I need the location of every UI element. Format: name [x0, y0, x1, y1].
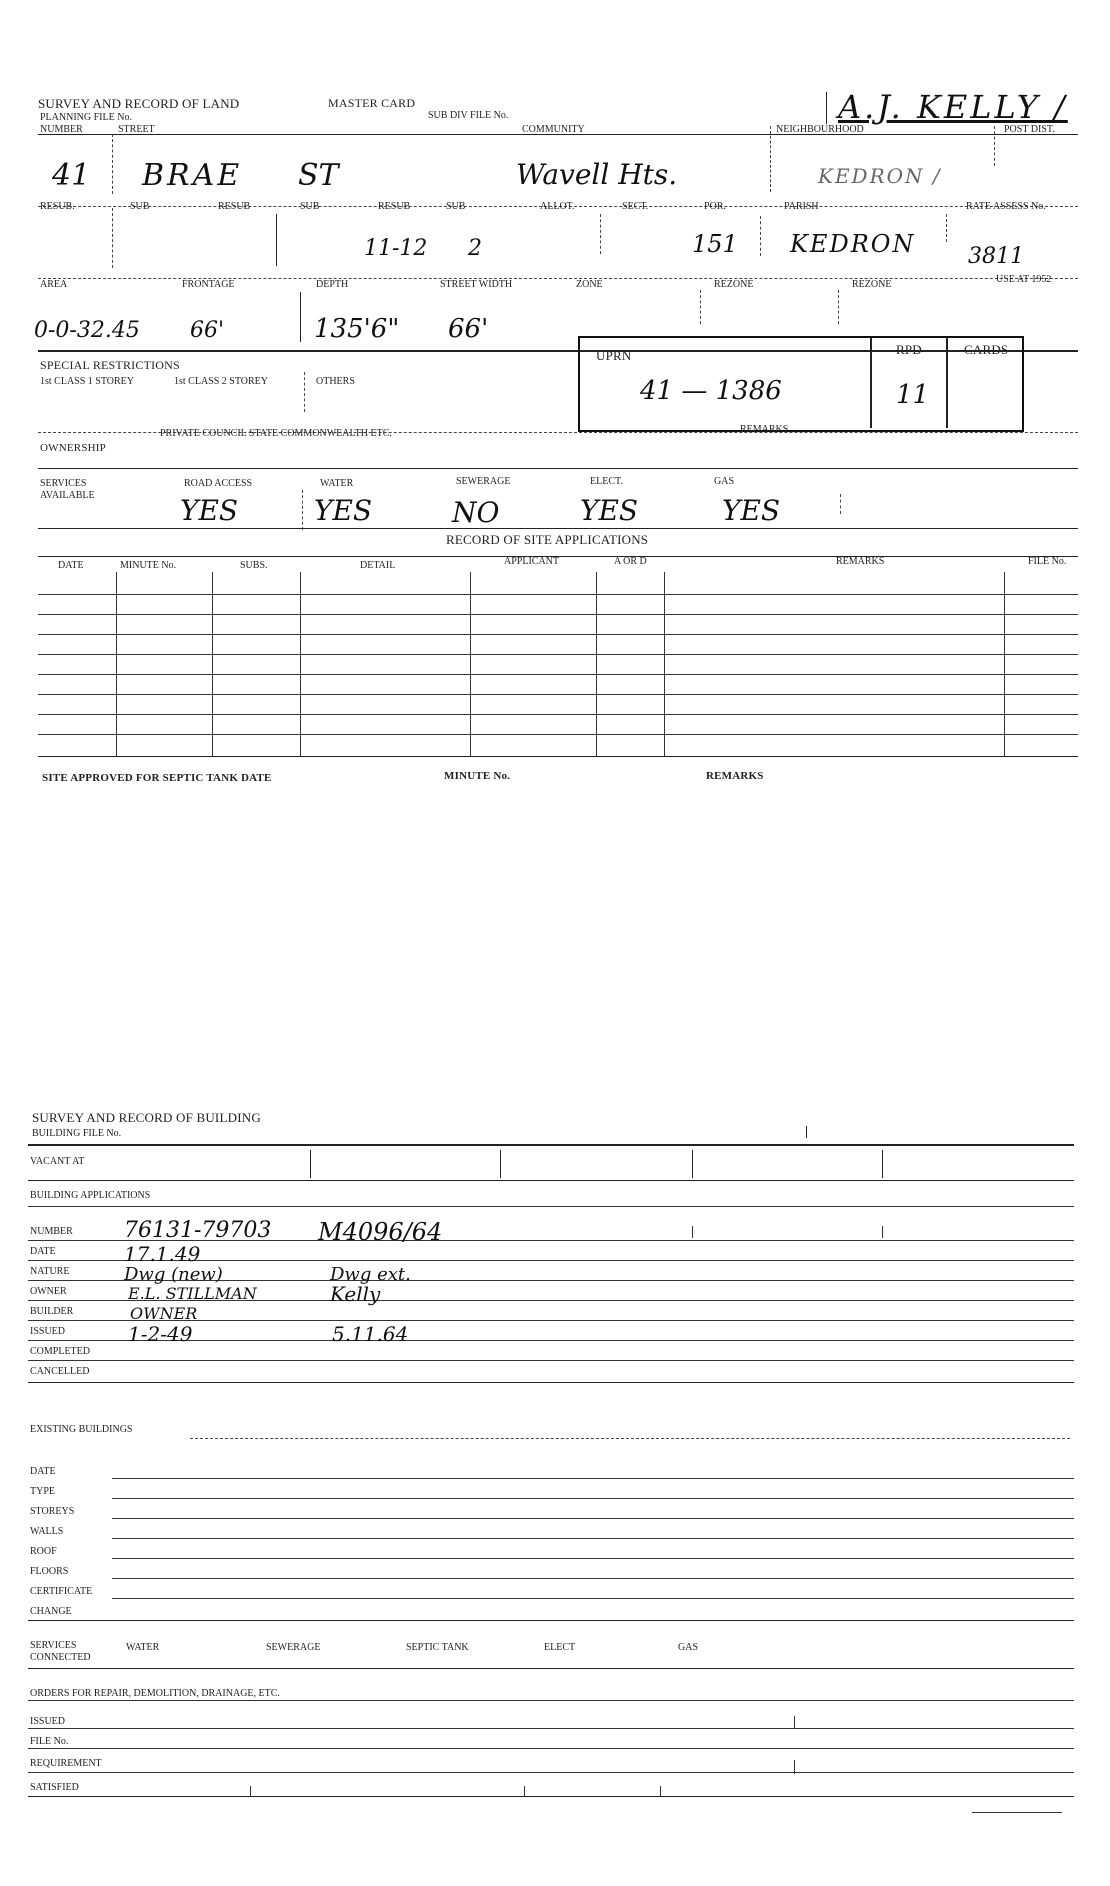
label-rezone-1: REZONE — [714, 279, 754, 290]
uprn-label: UPRN — [596, 348, 632, 363]
app-row-completed: COMPLETED — [30, 1346, 90, 1357]
label-sub-1: SUB — [130, 201, 150, 212]
orders-row-satisfied: SATISFIED — [30, 1782, 79, 1793]
label-post-dist: POST DIST. — [1004, 124, 1055, 135]
col-a-or-d: A OR D — [614, 556, 647, 567]
value-street-type: ST — [298, 158, 339, 193]
app-row-number: NUMBER — [30, 1226, 73, 1237]
planning-file-label: PLANNING FILE No. — [40, 112, 132, 123]
gas-value: YES — [722, 494, 781, 527]
label-rate-assess: RATE ASSESS No. — [966, 201, 1046, 212]
value-parish: KEDRON — [790, 230, 916, 258]
restriction-others: OTHERS — [316, 376, 355, 387]
label-resub-3: RESUB — [378, 201, 411, 212]
col-remarks: REMARKS — [836, 556, 885, 567]
ownership-label: OWNERSHIP — [40, 442, 106, 454]
restriction-class-2: 1st CLASS 2 STOREY — [174, 376, 269, 387]
label-rezone-2: REZONE — [852, 279, 892, 290]
app1-date: 17.1.49 — [124, 1242, 201, 1266]
app1-number: 76131-79703 — [124, 1218, 272, 1243]
app2-issued: 5.11.64 — [332, 1322, 409, 1346]
label-community: COMMUNITY — [522, 124, 585, 135]
value-street: BRAE — [142, 158, 243, 193]
services-connected-label-1: SERVICES — [30, 1640, 77, 1651]
sc-gas: GAS — [678, 1642, 699, 1653]
services-label-1: SERVICES — [40, 478, 87, 489]
value-community: Wavell Hts. — [516, 158, 678, 191]
label-resub-2: RESUB — [218, 201, 251, 212]
orders-row-requirement: REQUIREMENT — [30, 1758, 102, 1769]
label-depth: DEPTH — [316, 279, 349, 290]
owner-signature: A.J. KELLY / — [838, 88, 1068, 126]
app-row-date: DATE — [30, 1246, 56, 1257]
existing-row-date: DATE — [30, 1466, 56, 1477]
value-area: 0-0-32.45 — [34, 318, 140, 343]
app1-issued: 1-2-49 — [128, 1322, 193, 1346]
col-file-no: FILE No. — [1028, 556, 1067, 567]
value-depth: 135'6" — [314, 314, 400, 344]
label-number: NUMBER — [40, 124, 83, 135]
cards-label: CARDS — [964, 342, 1009, 357]
existing-row-certificate: CERTIFICATE — [30, 1586, 93, 1597]
col-date: DATE — [58, 560, 84, 571]
value-por: 151 — [692, 230, 738, 258]
value-resub: 11-12 — [364, 236, 428, 261]
label-area: AREA — [40, 279, 68, 290]
value-rate-assess: 3811 — [968, 244, 1024, 269]
label-use-at: USE AT 1952 — [996, 274, 1052, 285]
orders-row-file-no: FILE No. — [30, 1736, 69, 1747]
app-row-owner: OWNER — [30, 1286, 67, 1297]
label-por: POR. — [704, 201, 726, 212]
label-resub-1: RESUB. — [40, 201, 75, 212]
water-label: WATER — [320, 478, 354, 489]
label-street: STREET — [118, 124, 155, 135]
label-sub-2: SUB — [300, 201, 320, 212]
building-applications-title: BUILDING APPLICATIONS — [30, 1190, 151, 1201]
value-number: 41 — [52, 158, 91, 193]
label-sect: SECT. — [622, 201, 649, 212]
value-frontage: 66' — [190, 318, 225, 343]
sc-sewerage: SEWERAGE — [266, 1642, 321, 1653]
elect-label: ELECT. — [590, 476, 623, 487]
water-value: YES — [314, 494, 373, 527]
orders-title: ORDERS FOR REPAIR, DEMOLITION, DRAINAGE, ETC. — [30, 1688, 280, 1699]
sub-div-file-label: SUB DIV FILE No. — [428, 110, 509, 121]
orders-row-issued: ISSUED — [30, 1716, 66, 1727]
rpd-label: RPD — [896, 342, 922, 357]
col-minute: MINUTE No. — [120, 560, 177, 571]
septic-minute: MINUTE No. — [444, 770, 511, 782]
app-row-cancelled: CANCELLED — [30, 1366, 90, 1377]
label-sub-3: SUB — [446, 201, 466, 212]
col-detail: DETAIL — [360, 560, 396, 571]
vacant-at-label: VACANT AT — [30, 1156, 85, 1167]
sc-water: WATER — [126, 1642, 160, 1653]
app2-owner: Kelly — [330, 1282, 381, 1306]
existing-row-storeys: STOREYS — [30, 1506, 75, 1517]
existing-row-change: CHANGE — [30, 1606, 72, 1617]
app2-nature: Dwg ext. — [330, 1264, 411, 1285]
ownership-remarks: REMARKS — [740, 424, 789, 435]
septic-remarks: REMARKS — [706, 770, 764, 782]
existing-row-walls: WALLS — [30, 1526, 64, 1537]
rpd-value: 11 — [896, 380, 930, 410]
existing-row-floors: FLOORS — [30, 1566, 69, 1577]
sewerage-label: SEWERAGE — [456, 476, 511, 487]
septic-label: SITE APPROVED FOR SEPTIC TANK DATE — [42, 772, 272, 784]
app2-number: M4096/64 — [318, 1218, 443, 1246]
app-row-builder: BUILDER — [30, 1306, 74, 1317]
site-applications-title: RECORD OF SITE APPLICATIONS — [446, 532, 649, 547]
app-row-nature: NATURE — [30, 1266, 70, 1277]
sc-septic-tank: SEPTIC TANK — [406, 1642, 469, 1653]
label-neighbourhood: NEIGHBOURHOOD — [776, 124, 864, 135]
label-street-width: STREET WIDTH — [440, 279, 513, 290]
sc-elect: ELECT — [544, 1642, 576, 1653]
col-applicant: APPLICANT — [504, 556, 560, 567]
app1-owner: E.L. STILLMAN — [128, 1284, 257, 1303]
existing-row-type: TYPE — [30, 1486, 55, 1497]
app-row-issued: ISSUED — [30, 1326, 66, 1337]
building-file-label: BUILDING FILE No. — [32, 1128, 122, 1139]
existing-buildings-title: EXISTING BUILDINGS — [30, 1424, 133, 1435]
ownership-options: PRIVATE COUNCIL STATE COMMONWEALTH ETC. — [160, 428, 392, 439]
services-label-2: AVAILABLE — [40, 490, 95, 501]
special-restrictions-title: SPECIAL RESTRICTIONS — [40, 358, 180, 372]
value-neighbourhood: KEDRON / — [818, 164, 942, 188]
uprn-value: 41 — 1386 — [640, 376, 782, 406]
app1-nature: Dwg (new) — [124, 1264, 223, 1285]
gas-label: GAS — [714, 476, 735, 487]
app1-builder: OWNER — [130, 1304, 198, 1323]
master-card-label: MASTER CARD — [328, 96, 416, 110]
land-card-title: SURVEY AND RECORD OF LAND — [38, 96, 240, 111]
building-card-title: SURVEY AND RECORD OF BUILDING — [32, 1110, 261, 1125]
value-sub: 2 — [468, 236, 482, 261]
label-zone: ZONE — [576, 279, 603, 290]
label-allot: ALLOT. — [540, 201, 575, 212]
restriction-class-1: 1st CLASS 1 STOREY — [40, 376, 135, 387]
services-connected-label-2: CONNECTED — [30, 1652, 91, 1663]
label-frontage: FRONTAGE — [182, 279, 235, 290]
value-street-width: 66' — [448, 314, 489, 344]
elect-value: YES — [580, 494, 639, 527]
label-parish: PARISH — [784, 201, 819, 212]
sewerage-value: NO — [452, 496, 500, 529]
existing-row-roof: ROOF — [30, 1546, 57, 1557]
road-access-label: ROAD ACCESS — [184, 478, 253, 489]
road-access-value: YES — [180, 494, 239, 527]
col-subs: SUBS. — [240, 560, 268, 571]
